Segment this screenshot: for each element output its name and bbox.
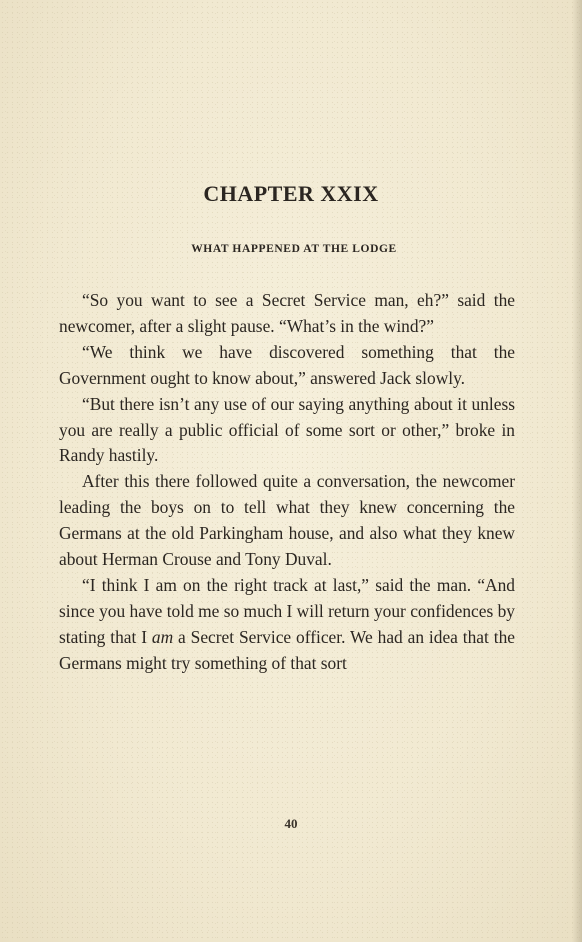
page-edge-shadow <box>572 0 582 942</box>
paragraph-5-emphasis: am <box>151 626 174 647</box>
chapter-body <box>59 288 515 677</box>
paragraph-2: “We think we have discovered something that the Government ought to know about,” answered Jack slowly. <box>59 341 515 388</box>
paragraph-5-after: a Secret Service officer. We had an idea that the Germans might try something of that sort <box>59 626 515 673</box>
paragraph-5 <box>59 573 515 677</box>
paragraph-1: “So you want to see a Secret Service man, eh?” said the newcomer, after a slight pause. “What’s in the wind?” <box>59 290 515 336</box>
chapter-heading: CHAPTER XXIX <box>203 181 379 206</box>
paragraph-4: After this there followed quite a conversation, the newcomer leading the boys on to tell what they knew concerning the Germans at the old Parkingham house, and also what they knew about Herman Crouse and Tony Duval. <box>59 471 515 570</box>
paragraph-3: “But there isn’t any use of our saying anything about it unless you are really a public official of some sort or other,” broke in Randy hastily. <box>59 393 515 466</box>
paragraph-5-before: “I think I am on the right track at last,” said the man. “And since you have told me so much I will return your confidences by stating that I <box>59 574 515 647</box>
page-number: 40 <box>284 816 298 831</box>
chapter-subtitle: WHAT HAPPENED AT THE LODGE <box>191 243 397 255</box>
